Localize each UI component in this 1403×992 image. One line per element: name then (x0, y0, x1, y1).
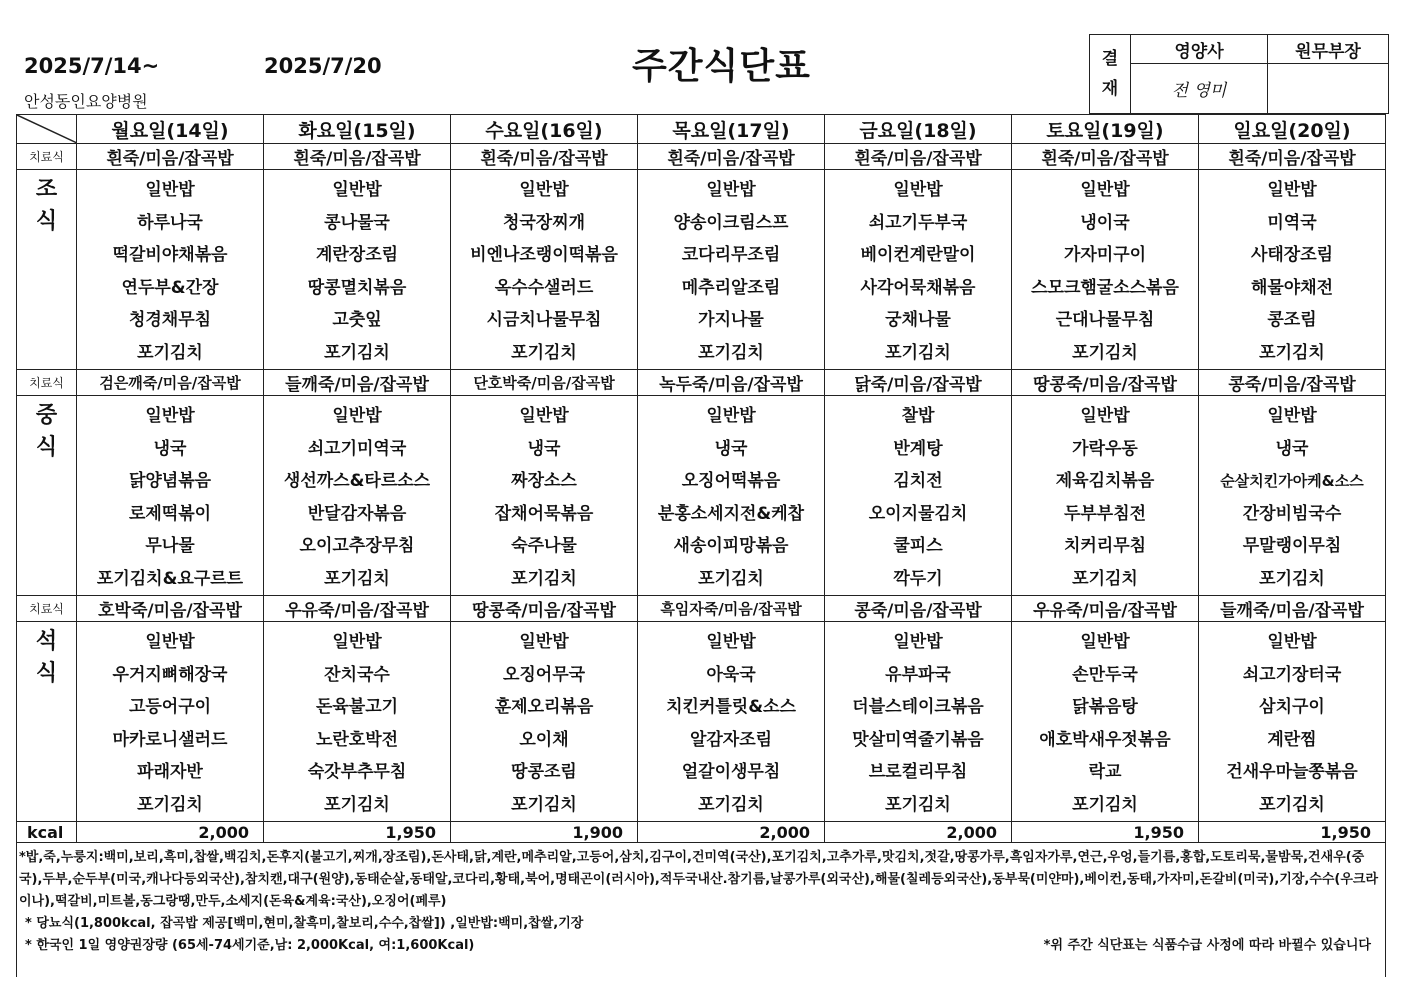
corner-cell (17, 115, 77, 144)
menu-item: 오이고추장무침 (299, 536, 415, 556)
menu-item: 가락우동 (1072, 438, 1138, 459)
menu-item: 숙갓부추무침 (307, 762, 407, 782)
day-header: 토요일(19일) (1012, 115, 1199, 144)
menu-item: 새송이피망볶음 (673, 536, 789, 556)
menu-item: 시금치나물무침 (486, 310, 602, 330)
menu-item: 닭볶음탕 (1072, 697, 1138, 717)
menu-item: 닭양념볶음 (128, 471, 212, 491)
diagonal-line (17, 115, 77, 143)
menu-item: 더블스테이크볶음 (852, 697, 984, 717)
diabetic-note: * 당뇨식(1,800kcal, 잡곡밥 제공[백미,현미,찰흑미,찰보리,수수,찹쌀]) ,일반밥:백미,찹쌀,기장 (25, 916, 584, 931)
therapeutic-diet: 검은깨죽/미음/잡곡밥 (77, 370, 264, 396)
menu-item: 쇠고기미역국 (307, 438, 407, 459)
menu-item: 돈육불고기 (315, 697, 399, 717)
menu-item: 무말랭이무침 (1242, 536, 1342, 556)
therapeutic-diet: 흑임자죽/미음/잡곡밥 (638, 596, 825, 622)
day-menu-cell (77, 622, 264, 822)
day-menu-cell (264, 170, 451, 370)
therapeutic-diet: 콩죽/미음/잡곡밥 (1199, 370, 1386, 396)
menu-item: 계란찜 (1267, 729, 1317, 750)
menu-item: 일반밥 (519, 180, 569, 200)
day-menu-cell (77, 170, 264, 370)
menu-item: 오이채 (519, 729, 569, 750)
meal-label: 조 식 (17, 170, 77, 370)
menu-item: 일반밥 (706, 180, 756, 200)
day-menu-cell (1199, 170, 1386, 370)
menu-item: 마카로니샐러드 (112, 729, 228, 750)
menu-item: 포기김치 (1072, 342, 1138, 363)
therapeutic-row (17, 370, 1386, 396)
day-header: 목요일(17일) (638, 115, 825, 144)
day-header: 금요일(18일) (825, 115, 1012, 144)
meal-row (17, 396, 1386, 596)
menu-item: 건새우마늘쫑볶음 (1226, 762, 1358, 782)
menu-item: 두부부침전 (1063, 503, 1147, 524)
meal-label: 중 식 (17, 396, 77, 596)
menu-item: 해물야채전 (1250, 277, 1334, 298)
menu-item: 삼치구이 (1259, 697, 1325, 717)
menu-item: 분홍소세지전&케찹 (657, 503, 805, 524)
therapeutic-diet: 흰죽/미음/잡곡밥 (825, 144, 1012, 170)
kcal-value: 1,950 (264, 822, 451, 843)
menu-item: 일반밥 (519, 406, 569, 426)
therapeutic-diet: 땅콩죽/미음/잡곡밥 (1012, 370, 1199, 396)
menu-item: 포기김치 (137, 794, 203, 815)
menu-item: 포기김치 (511, 342, 577, 363)
day-header: 월요일(14일) (77, 115, 264, 144)
menu-item: 일반밥 (1080, 406, 1130, 426)
menu-item: 하루나국 (137, 212, 203, 233)
day-menu-cell (264, 396, 451, 596)
menu-item: 콩조림 (1267, 310, 1317, 330)
day-menu-cell (1012, 170, 1199, 370)
therapeutic-diet: 땅콩죽/미음/잡곡밥 (451, 596, 638, 622)
day-menu-cell (1012, 622, 1199, 822)
day-header: 수요일(16일) (451, 115, 638, 144)
menu-item: 로제떡볶이 (128, 503, 212, 524)
therapeutic-diet: 닭죽/미음/잡곡밥 (825, 370, 1012, 396)
meal-row (17, 622, 1386, 822)
date-start: 2025/7/14~ (24, 54, 160, 78)
day-menu-cell (825, 396, 1012, 596)
menu-item: 포기김치 (1259, 794, 1325, 815)
menu-item: 궁채나물 (885, 310, 951, 330)
day-menu-cell (451, 170, 638, 370)
menu-item: 포기김치 (1259, 342, 1325, 363)
menu-item: 잔치국수 (324, 664, 390, 685)
menu-item: 포기김치 (1072, 568, 1138, 589)
footer-notes (17, 843, 1385, 957)
therapeutic-row (17, 144, 1386, 170)
kcal-value: 1,950 (1199, 822, 1386, 843)
recommended-note: * 한국인 1일 영양권장량 (65세-74세기준,남: 2,000Kcal, 여:1,600Kcal) (25, 938, 475, 953)
menu-item: 일반밥 (145, 406, 195, 426)
menu-item: 미역국 (1267, 212, 1317, 233)
menu-item: 일반밥 (706, 406, 756, 426)
menu-item: 일반밥 (332, 180, 382, 200)
menu-item: 콩나물국 (324, 212, 390, 233)
menu-item: 포기김치 (885, 342, 951, 363)
menu-item: 냉국 (1275, 438, 1309, 459)
menu-item: 순살치킨가아케&소스 (1220, 472, 1364, 490)
menu-item: 치킨커틀릿&소스 (666, 697, 796, 717)
menu-item: 김치전 (893, 471, 943, 491)
day-menu-cell (638, 170, 825, 370)
menu-item: 파래자반 (137, 762, 203, 782)
menu-item: 연두부&간장 (121, 277, 219, 298)
menu-item: 포기김치 (698, 568, 764, 589)
menu-item: 양송이크림스프 (673, 212, 789, 233)
footer-cell (17, 843, 1386, 978)
kcal-label: kcal (17, 822, 77, 843)
menu-item: 깍두기 (893, 568, 943, 589)
meal-body (17, 144, 1386, 822)
menu-item: 포기김치 (324, 568, 390, 589)
meal-label: 석 식 (17, 622, 77, 822)
menu-item: 포기김치 (885, 794, 951, 815)
day-menu-cell (77, 396, 264, 596)
meal-row (17, 170, 1386, 370)
menu-item: 일반밥 (332, 632, 382, 652)
menu-item: 짜장소스 (511, 471, 577, 491)
date-end: 2025/7/20 (264, 54, 382, 78)
menu-item: 냉국 (714, 438, 748, 459)
menu-item: 얼갈이생무침 (681, 762, 781, 782)
menu-item: 스모크햄굴소스볶음 (1031, 277, 1179, 298)
menu-item: 일반밥 (332, 406, 382, 426)
menu-item: 잡채어묵볶음 (494, 503, 594, 524)
kcal-value: 2,000 (638, 822, 825, 843)
day-menu-cell (264, 622, 451, 822)
menu-item: 청경채무침 (128, 310, 212, 330)
menu-item: 유부파국 (885, 664, 951, 685)
menu-item: 무나물 (145, 536, 195, 556)
menu-item: 일반밥 (1267, 632, 1317, 652)
therapeutic-diet: 단호박죽/미음/잡곡밥 (451, 370, 638, 396)
menu-item: 고등어구이 (128, 697, 212, 717)
menu-item: 락교 (1088, 762, 1122, 782)
menu-item: 일반밥 (145, 180, 195, 200)
therapeutic-row (17, 596, 1386, 622)
therapeutic-label: 치료식 (17, 370, 77, 396)
menu-item: 손만두국 (1072, 664, 1138, 685)
therapeutic-diet: 흰죽/미음/잡곡밥 (1199, 144, 1386, 170)
menu-item: 포기김치 (1259, 568, 1325, 589)
change-notice: *위 주간 식단표는 식품수급 사정에 따라 바뀔수 있습니다 (1043, 938, 1371, 953)
day-header: 화요일(15일) (264, 115, 451, 144)
menu-item: 냉국 (527, 438, 561, 459)
menu-item: 가지나물 (698, 310, 764, 330)
day-header-row (17, 115, 1386, 144)
kcal-value: 1,950 (1012, 822, 1199, 843)
menu-item: 아욱국 (706, 664, 756, 685)
menu-item: 반달감자볶음 (307, 503, 407, 524)
menu-item: 찰밥 (901, 406, 935, 426)
approval-label-text: 결 재 (1101, 49, 1119, 99)
menu-item: 브로컬리무침 (868, 762, 968, 782)
menu-item: 포기김치&요구르트 (96, 568, 244, 589)
menu-item: 일반밥 (893, 180, 943, 200)
menu-item: 근대나물무침 (1055, 310, 1155, 330)
footer-row (17, 843, 1386, 978)
therapeutic-label: 치료식 (17, 144, 77, 170)
day-menu-cell (451, 622, 638, 822)
signature-empty (1268, 64, 1389, 114)
day-menu-cell (1012, 396, 1199, 596)
menu-item: 일반밥 (145, 632, 195, 652)
origin-note: *밥,죽,누룽지:백미,보리,흑미,찹쌀,백김치,돈후지(불고기,찌개,장조림),돈사태,닭,계란,메추리알,고등어,삼치,김구이,건미역(국산),포기김치,고추가루,맛김치,젓갈,땅콩가루,흑임자가루,연근,우엉,들기름,홍합,도토리묵,물밤묵,건새우(중국),두부,순두부(미국,캐나다등외국산),참치캔,대구(원양),동태순살,동태알,코다리,황태,북어,명태곤이(러시아),적두국내산.참기름,날콩가루(외국산),해물(칠레등외국산),동부묵(미얀마),베이컨,동태,가자미,돈갈비(미국),기장,수수(우크라이나),떡갈비,미트볼,동그랑땡,만두,소세지(돈육&계육:국산),오징어(페루) (19, 850, 1379, 909)
menu-item: 옥수수샐러드 (494, 277, 594, 298)
therapeutic-diet: 흰죽/미음/잡곡밥 (1012, 144, 1199, 170)
day-menu-cell (825, 622, 1012, 822)
therapeutic-diet: 콩죽/미음/잡곡밥 (825, 596, 1012, 622)
menu-item: 제육김치볶음 (1055, 471, 1155, 491)
approval-box (1089, 34, 1389, 114)
therapeutic-diet: 들깨죽/미음/잡곡밥 (264, 370, 451, 396)
menu-item: 일반밥 (706, 632, 756, 652)
day-header: 일요일(20일) (1199, 115, 1386, 144)
menu-item: 일반밥 (1267, 180, 1317, 200)
day-menu-cell (1199, 396, 1386, 596)
menu-item: 치커리무침 (1063, 536, 1147, 556)
kcal-value: 2,000 (825, 822, 1012, 843)
menu-item: 베이컨계란말이 (860, 245, 976, 265)
approval-role-manager: 원무부장 (1268, 35, 1389, 64)
menu-item: 쇠고기장터국 (1242, 664, 1342, 685)
menu-item: 포기김치 (324, 794, 390, 815)
menu-item: 맛살미역줄기볶음 (852, 729, 984, 750)
signature: 전 영미 (1131, 64, 1268, 114)
menu-item: 땅콩조림 (511, 762, 577, 782)
menu-item: 간장비빔국수 (1242, 503, 1342, 524)
hospital-name: 안성동인요양병원 (24, 92, 148, 111)
menu-item: 반계탕 (893, 438, 943, 459)
menu-item: 계란장조림 (315, 245, 399, 265)
day-menu-cell (1199, 622, 1386, 822)
day-menu-cell (638, 396, 825, 596)
menu-item: 오징어무국 (502, 664, 586, 685)
menu-item: 비엔나조랭이떡볶음 (470, 245, 618, 265)
day-menu-cell (825, 170, 1012, 370)
menu-item: 포기김치 (511, 568, 577, 589)
therapeutic-diet: 우유죽/미음/잡곡밥 (1012, 596, 1199, 622)
menu-item: 우거지뼈해장국 (112, 664, 228, 685)
therapeutic-diet: 우유죽/미음/잡곡밥 (264, 596, 451, 622)
menu-item: 고춧잎 (332, 310, 382, 330)
menu-item: 포기김치 (698, 342, 764, 363)
menu-item: 숙주나물 (511, 536, 577, 556)
therapeutic-diet: 녹두죽/미음/잡곡밥 (638, 370, 825, 396)
menu-item: 일반밥 (1267, 406, 1317, 426)
kcal-value: 2,000 (77, 822, 264, 843)
menu-item: 포기김치 (324, 342, 390, 363)
menu-item: 알감자조림 (689, 729, 773, 750)
menu-item: 땅콩멸치볶음 (307, 277, 407, 298)
menu-item: 훈제오리볶음 (494, 697, 594, 717)
menu-item: 생선까스&타르소스 (283, 471, 431, 491)
menu-item: 쿨피스 (893, 536, 943, 556)
kcal-row (17, 822, 1386, 843)
menu-item: 오이지물김치 (868, 503, 968, 524)
therapeutic-diet: 흰죽/미음/잡곡밥 (77, 144, 264, 170)
kcal-value: 1,900 (451, 822, 638, 843)
approval-role-dietitian: 영양사 (1131, 35, 1268, 64)
therapeutic-diet: 흰죽/미음/잡곡밥 (638, 144, 825, 170)
day-menu-cell (638, 622, 825, 822)
menu-item: 떡갈비야채볶음 (112, 245, 228, 265)
menu-item: 일반밥 (519, 632, 569, 652)
menu-item: 애호박새우젓볶음 (1039, 729, 1171, 750)
menu-item: 사태장조림 (1250, 245, 1334, 265)
menu-item: 가자미구이 (1063, 245, 1147, 265)
menu-item: 일반밥 (1080, 632, 1130, 652)
therapeutic-diet: 흰죽/미음/잡곡밥 (451, 144, 638, 170)
menu-table (16, 114, 1386, 977)
menu-item: 코다리무조림 (681, 245, 781, 265)
approval-label (1090, 35, 1131, 114)
menu-item: 포기김치 (137, 342, 203, 363)
menu-item: 포기김치 (1072, 794, 1138, 815)
menu-item: 메추리알조림 (681, 277, 781, 298)
therapeutic-diet: 흰죽/미음/잡곡밥 (264, 144, 451, 170)
menu-item: 일반밥 (893, 632, 943, 652)
menu-item: 사각어묵채볶음 (860, 277, 976, 298)
therapeutic-diet: 들깨죽/미음/잡곡밥 (1199, 596, 1386, 622)
menu-item: 노란호박전 (315, 729, 399, 750)
menu-item: 일반밥 (1080, 180, 1130, 200)
menu-item: 쇠고기두부국 (868, 212, 968, 233)
menu-item: 포기김치 (511, 794, 577, 815)
menu-item: 포기김치 (698, 794, 764, 815)
therapeutic-label: 치료식 (17, 596, 77, 622)
menu-item: 냉이국 (1080, 212, 1130, 233)
therapeutic-diet: 호박죽/미음/잡곡밥 (77, 596, 264, 622)
menu-item: 오징어떡볶음 (681, 471, 781, 491)
menu-item: 청국장찌개 (502, 212, 586, 233)
menu-item: 냉국 (153, 438, 187, 459)
day-menu-cell (451, 396, 638, 596)
page-title: 주간식단표 (632, 46, 811, 87)
